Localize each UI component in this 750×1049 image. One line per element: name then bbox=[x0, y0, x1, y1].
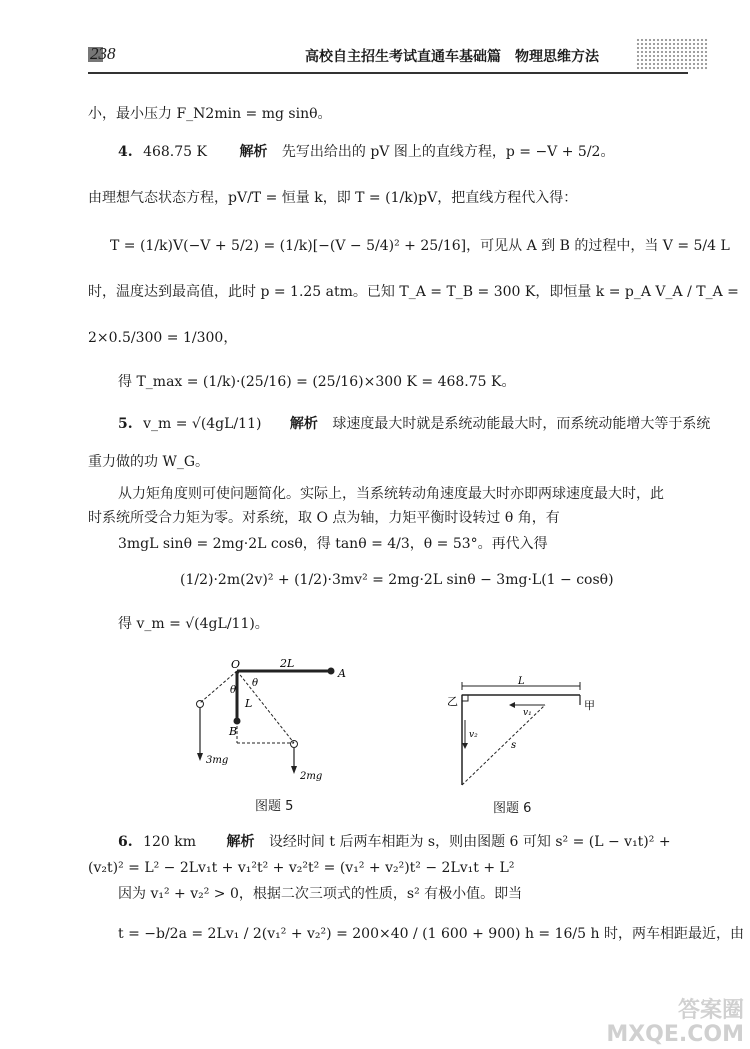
watermark-line-1: 答案圈 bbox=[677, 998, 744, 1023]
label-theta-left: θ bbox=[230, 685, 237, 696]
label-O: O bbox=[231, 658, 241, 671]
force-3mg-arrowhead bbox=[197, 753, 203, 761]
analysis-tag: 解析 bbox=[226, 834, 255, 850]
answer-4-line bbox=[118, 142, 614, 162]
label-yi: 乙 bbox=[447, 695, 458, 708]
equation-line-16: (v₂t)² = L² − 2Lv₁t + v₁²t² + v₂²t² = (v₁² + v₂²)t² − 2Lv₁t + L² bbox=[88, 860, 515, 876]
label-v2: v₂ bbox=[469, 730, 478, 740]
velocity-v2-arrowhead bbox=[462, 743, 468, 749]
watermark-line-2: MXQE.COM bbox=[606, 1022, 744, 1047]
book-title: 高校自主招生考试直通车基础篇 物理思维方法 bbox=[305, 49, 599, 65]
page-number: 238 bbox=[90, 44, 116, 63]
analysis-text: 先写出给出的 pV 图上的直线方程，p = −V + 5/2。 bbox=[281, 144, 615, 160]
label-B: B bbox=[229, 725, 238, 738]
equation-line-12: 3mgL sinθ = 2mg·2L cosθ，得 tanθ = 4/3，θ = 53°。再代入得 bbox=[118, 536, 548, 552]
label-L: L bbox=[518, 676, 525, 687]
equation-line-4: T = (1/k)V(−V + 5/2) = (1/k)[−(V − 5/4)² + 25/16]，可见从 A 到 B 的过程中，当 V = 5/4 L bbox=[110, 238, 730, 254]
question-number: 5. bbox=[118, 416, 133, 432]
answer-value: v_m = √(4gL/11) bbox=[143, 416, 262, 432]
answer-value: 468.75 K bbox=[143, 144, 207, 160]
text-line-3: 由理想气态状态方程，pV/T = 恒量 k，即 T = (1/k)pV，把直线方程代入得： bbox=[88, 190, 578, 206]
equation-line-14: 得 v_m = √(4gL/11)。 bbox=[118, 616, 269, 632]
label-A: A bbox=[338, 667, 346, 680]
text-line-11: 时系统所受合力矩为零。对系统，取 O 点为轴，力矩平衡时设转过 θ 角，有 bbox=[88, 510, 560, 526]
analysis-tag: 解析 bbox=[239, 144, 268, 160]
text-line-9: 重力做的功 W_G。 bbox=[88, 454, 210, 470]
right-angle-mark bbox=[462, 695, 468, 701]
answer-value: 120 km bbox=[143, 834, 197, 850]
text-line-5: 时，温度达到最高值，此时 p = 1.25 atm。已知 T_A = T_B = 300 K，即恒量 k = p_A V_A / T_A = bbox=[88, 284, 739, 300]
text-line-17: 因为 v₁² + v₂² > 0，根据二次三项式的性质，s² 有极小值。即当 bbox=[118, 886, 523, 902]
header-rule bbox=[88, 72, 688, 74]
equation-line-7: 得 T_max = (1/k)·(25/16) = (25/16)×300 K = 468.75 K。 bbox=[118, 374, 516, 390]
text-line-1: 小，最小压力 F_N2min = mg sinθ。 bbox=[88, 106, 332, 122]
label-s: s bbox=[511, 740, 517, 751]
label-theta-right: θ bbox=[252, 678, 259, 689]
label-2L: 2L bbox=[280, 657, 295, 670]
distance-s-dashed bbox=[462, 705, 545, 785]
velocity-v1-arrowhead bbox=[509, 702, 515, 708]
analysis-text: 设经时间 t 后两车相距为 s，则由图题 6 可知 s² = (L − v₁t)² + bbox=[268, 834, 671, 850]
label-2mg: 2mg bbox=[300, 771, 323, 782]
analysis-tag: 解析 bbox=[289, 416, 318, 432]
figure-6-caption: 图题 6 bbox=[493, 801, 532, 816]
ball-A bbox=[328, 668, 335, 675]
label-3mg: 3mg bbox=[206, 755, 229, 766]
figure-5-diagram bbox=[190, 655, 370, 785]
header-dot-pattern bbox=[636, 38, 708, 70]
figure-5-caption: 图题 5 bbox=[255, 799, 294, 814]
ball-rotated-left bbox=[197, 701, 204, 708]
answer-5-line bbox=[118, 414, 710, 434]
equation-line-6: 2×0.5/300 = 1/300， bbox=[88, 330, 238, 346]
label-jia: 甲 bbox=[584, 699, 595, 712]
question-number: 6. bbox=[118, 834, 133, 850]
label-L: L bbox=[245, 697, 253, 710]
figure-6-diagram bbox=[445, 675, 595, 790]
watermark bbox=[606, 999, 744, 1047]
answer-6-line bbox=[118, 832, 671, 852]
ball-rotated-right bbox=[291, 741, 298, 748]
equation-line-13: (1/2)·2m(2v)² + (1/2)·3mv² = 2mg·2L sinθ − 3mg·L(1 − cosθ) bbox=[180, 572, 614, 588]
equation-line-18: t = −b/2a = 2Lv₁ / 2(v₁² + v₂²) = 200×40 / (1 600 + 900) h = 16/5 h 时，两车相距最近，由 bbox=[118, 926, 744, 942]
analysis-text: 球速度最大时就是系统动能最大时，而系统动能增大等于系统 bbox=[332, 416, 711, 432]
label-v1: v₁ bbox=[523, 708, 532, 718]
force-2mg-arrowhead bbox=[291, 766, 297, 774]
text-line-10: 从力矩角度则可使问题简化。实际上，当系统转动角速度最大时亦即两球速度最大时，此 bbox=[118, 486, 664, 502]
question-number: 4. bbox=[118, 144, 133, 160]
